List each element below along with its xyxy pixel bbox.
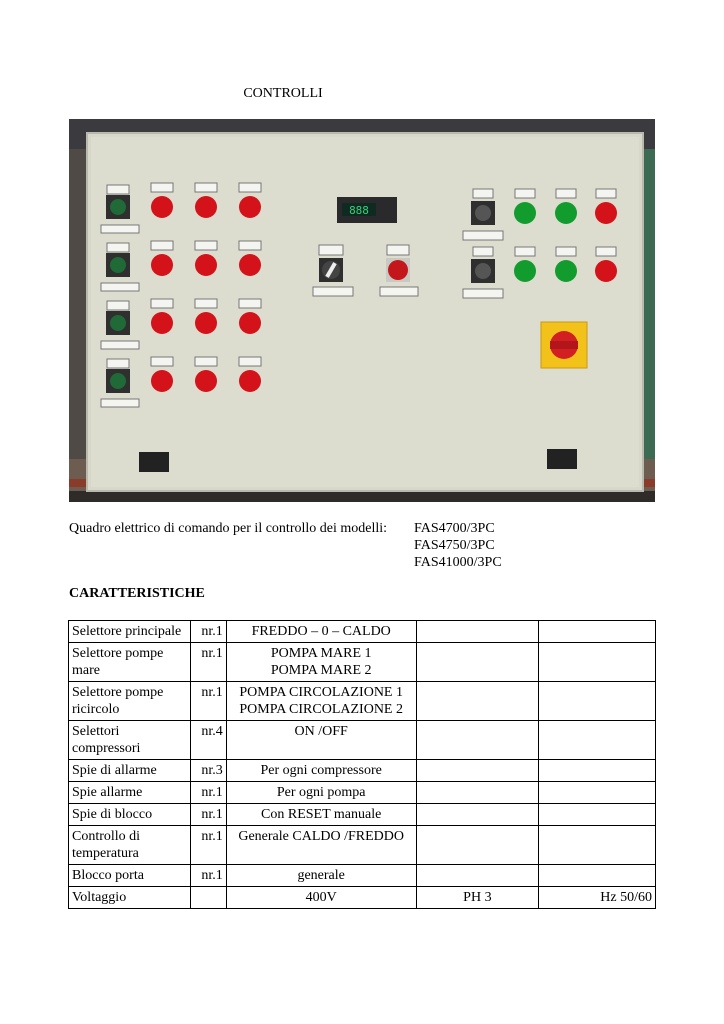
table-cell-col5: Hz 50/60 — [539, 887, 656, 909]
model-item: FAS4700/3PC — [414, 521, 495, 536]
table-row — [69, 887, 656, 909]
table-cell-name: Controllo di temperatura — [69, 826, 191, 865]
table-cell-col5 — [539, 760, 656, 782]
table-cell-col4 — [416, 804, 539, 826]
table-cell-desc: generale — [226, 865, 416, 887]
table-cell-col4 — [416, 721, 539, 760]
table-cell-col4 — [416, 865, 539, 887]
table-cell-desc: FREDDO – 0 – CALDO — [226, 621, 416, 643]
table-cell-name: Spie allarme — [69, 782, 191, 804]
red-indicator — [195, 254, 217, 276]
model-item: FAS4750/3PC — [414, 538, 495, 553]
red-indicator — [239, 312, 261, 334]
table-cell-qty: nr.3 — [190, 760, 226, 782]
table-cell-qty: nr.1 — [190, 782, 226, 804]
table-cell-qty: nr.4 — [190, 721, 226, 760]
table-cell-col5 — [539, 621, 656, 643]
red-indicator — [239, 196, 261, 218]
table-row — [69, 621, 656, 643]
control-panel-photo — [69, 119, 655, 502]
green-indicator — [514, 202, 536, 224]
table-cell-name: Voltaggio — [69, 887, 191, 909]
green-indicator — [514, 260, 536, 282]
table-cell-col4: PH 3 — [416, 887, 539, 909]
table-cell-desc: 400V — [226, 887, 416, 909]
table-cell-name: Selettore principale — [69, 621, 191, 643]
table-row — [69, 643, 656, 682]
red-indicator — [195, 370, 217, 392]
red-indicator — [239, 370, 261, 392]
table-row — [69, 760, 656, 782]
red-indicator — [195, 196, 217, 218]
red-indicator — [195, 312, 217, 334]
table-cell-col4 — [416, 760, 539, 782]
table-cell-desc: POMPA MARE 1 POMPA MARE 2 — [226, 643, 416, 682]
table-cell-qty: nr.1 — [190, 643, 226, 682]
red-indicator — [151, 370, 173, 392]
table-cell-desc: Con RESET manuale — [226, 804, 416, 826]
red-indicator — [151, 312, 173, 334]
table-row — [69, 782, 656, 804]
table-cell-col4 — [416, 682, 539, 721]
description-text: Quadro elettrico di comando per il controllo dei modelli: — [69, 521, 388, 536]
table-cell-col5 — [539, 782, 656, 804]
green-indicator — [555, 260, 577, 282]
table-cell-desc: Per ogni compressore — [226, 760, 416, 782]
page-title: CONTROLLI — [243, 86, 323, 101]
table-cell-desc: Per ogni pompa — [226, 782, 416, 804]
table-cell-col5 — [539, 804, 656, 826]
table-cell-qty: nr.1 — [190, 621, 226, 643]
table-row — [69, 826, 656, 865]
red-indicator — [595, 260, 617, 282]
table-cell-name: Selettori compressori — [69, 721, 191, 760]
table-cell-name: Spie di allarme — [69, 760, 191, 782]
model-item: FAS41000/3PC — [414, 555, 502, 570]
thermostat-readout: 888 — [349, 204, 369, 217]
table-cell-name: Blocco porta — [69, 865, 191, 887]
table-cell-col5 — [539, 865, 656, 887]
table-cell-qty: nr.1 — [190, 682, 226, 721]
green-indicator — [555, 202, 577, 224]
table-cell-name: Selettore pompe mare — [69, 643, 191, 682]
models-list — [414, 520, 502, 571]
table-row — [69, 721, 656, 760]
table-cell-name: Spie di blocco — [69, 804, 191, 826]
table-cell-col4 — [416, 621, 539, 643]
table-cell-col5 — [539, 682, 656, 721]
features-table — [68, 620, 656, 909]
table-row — [69, 865, 656, 887]
table-row — [69, 682, 656, 721]
table-cell-qty: nr.1 — [190, 804, 226, 826]
table-cell-col4 — [416, 782, 539, 804]
red-indicator — [239, 254, 261, 276]
table-cell-qty — [190, 887, 226, 909]
table-cell-col5 — [539, 643, 656, 682]
red-indicator — [151, 254, 173, 276]
red-indicator — [151, 196, 173, 218]
table-cell-col5 — [539, 721, 656, 760]
table-cell-col4 — [416, 826, 539, 865]
table-cell-qty: nr.1 — [190, 865, 226, 887]
table-cell-desc: POMPA CIRCOLAZIONE 1 POMPA CIRCOLAZIONE 2 — [226, 682, 416, 721]
table-cell-desc: ON /OFF — [226, 721, 416, 760]
table-row — [69, 804, 656, 826]
table-cell-col5 — [539, 826, 656, 865]
section-title: CARATTERISTICHE — [69, 586, 205, 601]
table-cell-col4 — [416, 643, 539, 682]
table-cell-name: Selettore pompe ricircolo — [69, 682, 191, 721]
red-indicator — [595, 202, 617, 224]
table-cell-desc: Generale CALDO /FREDDO — [226, 826, 416, 865]
table-cell-qty: nr.1 — [190, 826, 226, 865]
